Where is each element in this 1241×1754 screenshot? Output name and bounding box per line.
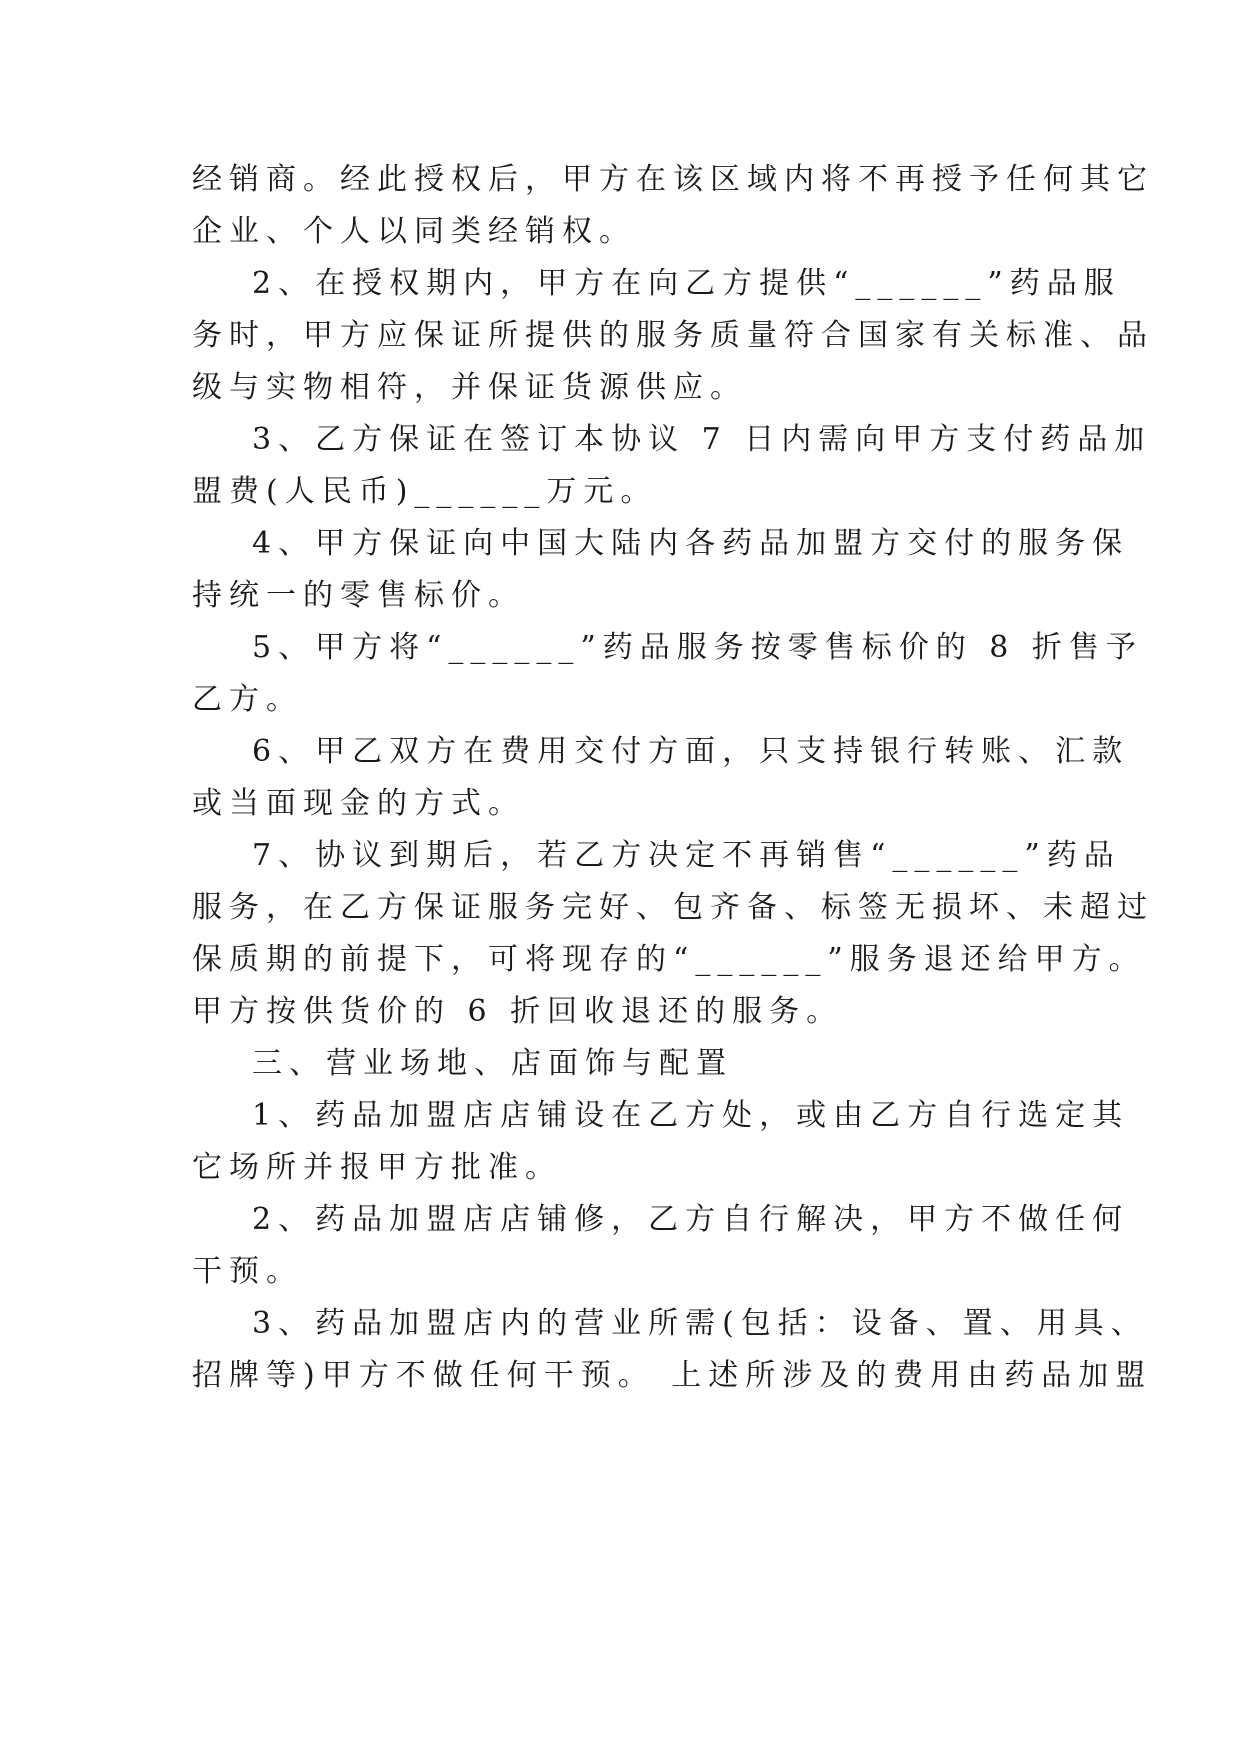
text-line-8: 4、甲方保证向中国大陆内各药品加盟方交付的服务保 (252, 526, 1130, 561)
text-line-4: 务时，甲方应保证所提供的服务质量符合国家有关标准、品 (192, 318, 1154, 353)
text-line-15: 服务，在乙方保证服务完好、包齐备、标签无损坏、未超过 (192, 890, 1154, 925)
text-line-13: 或当面现金的方式。 (192, 786, 525, 821)
text-line-23: 3、药品加盟店内的营业所需(包括：设备、置、用具、 (252, 1306, 1148, 1341)
text-line-9: 持统一的零售标价。 (192, 578, 525, 613)
text-line-11: 乙方。 (192, 682, 303, 717)
text-line-1: 经销商。经此授权后，甲方在该区域内将不再授予任何其它 (192, 162, 1154, 197)
text-line-16: 保质期的前提下，可将现存的“______”服务退还给甲方。 (192, 942, 1146, 977)
text-line-17: 甲方按供货价的 6 折回收退还的服务。 (192, 994, 844, 1029)
section-heading: 三、营业场地、店面饰与配置 (252, 1046, 733, 1081)
text-line-21: 2、药品加盟店店铺修，乙方自行解决，甲方不做任何 (252, 1202, 1130, 1237)
text-line-7: 盟费(人民币)______万元。 (192, 474, 658, 509)
text-line-14: 7、协议到期后，若乙方决定不再销售“______”药品 (252, 838, 1121, 873)
text-line-2: 企业、个人以同类经销权。 (192, 214, 636, 249)
text-line-10: 5、甲方将“______”药品服务按零售标价的 8 折售予 (252, 630, 1143, 665)
text-line-19: 1、药品加盟店店铺设在乙方处，或由乙方自行选定其 (252, 1098, 1130, 1133)
text-line-6: 3、乙方保证在签订本协议 7 日内需向甲方支付药品加 (252, 422, 1152, 457)
text-line-24: 招牌等)甲方不做任何干预。 上述所涉及的费用由药品加盟 (192, 1358, 1153, 1393)
text-line-3: 2、在授权期内，甲方在向乙方提供“______”药品服 (252, 266, 1121, 301)
text-line-5: 级与实物相符，并保证货源供应。 (192, 370, 747, 405)
text-line-12: 6、甲乙双方在费用交付方面，只支持银行转账、汇款 (252, 734, 1130, 769)
text-line-22: 干预。 (192, 1254, 303, 1289)
text-line-20: 它场所并报甲方批准。 (192, 1150, 562, 1185)
